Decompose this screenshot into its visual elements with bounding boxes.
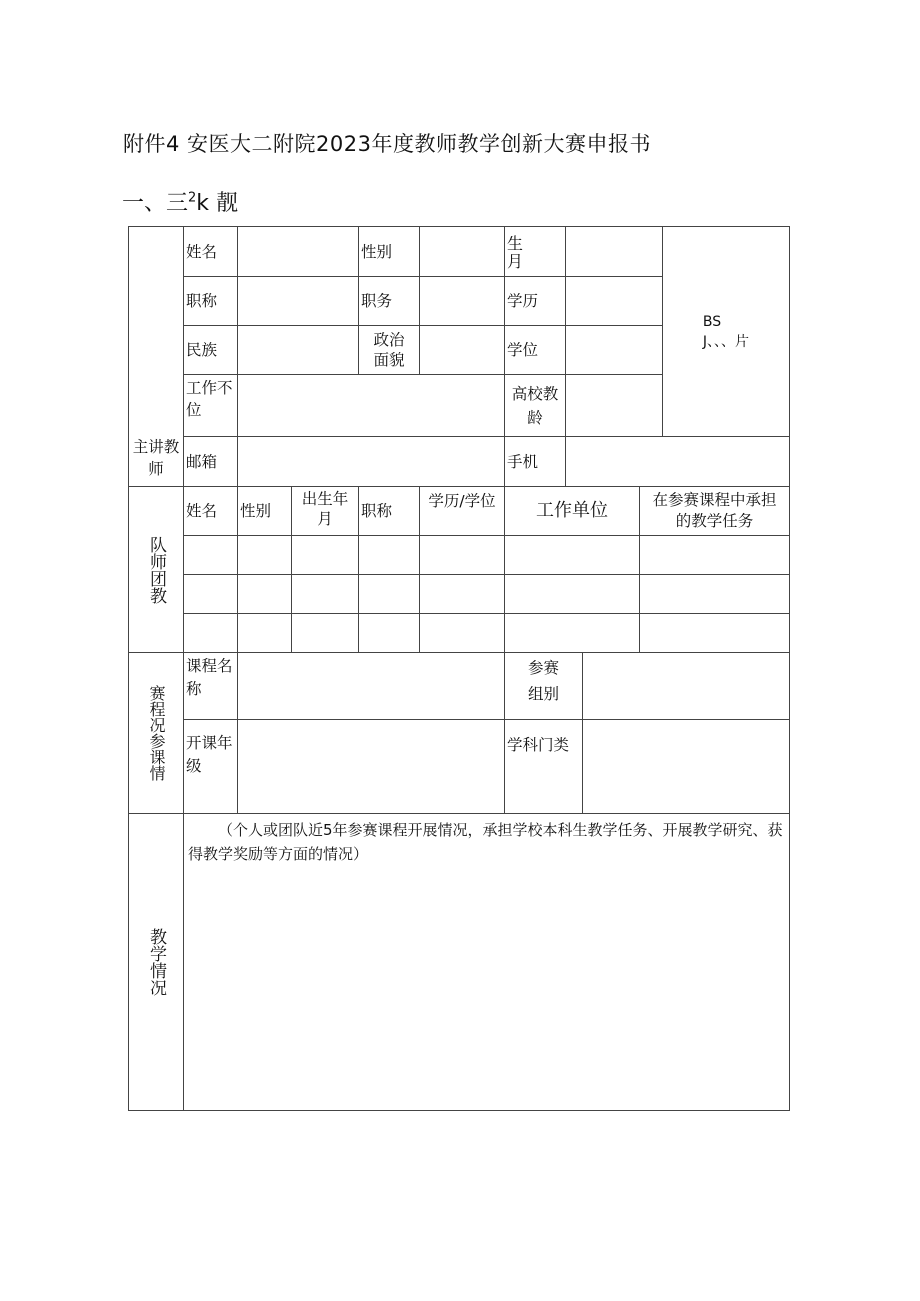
field-gender[interactable]: [419, 226, 504, 276]
label-course-name: 课程名 称: [183, 652, 237, 719]
team-header-birth: 出生年 月: [291, 486, 358, 535]
team-row-3-gender[interactable]: [237, 613, 291, 652]
field-title[interactable]: [237, 276, 358, 325]
main-teacher-label-text: 主讲教师: [132, 438, 180, 478]
team-row-3-birth[interactable]: [291, 613, 358, 652]
main-teacher-group-label: [128, 226, 183, 486]
label-gender: 性别: [358, 226, 419, 276]
label-group-category: 参赛 组别: [504, 652, 582, 719]
field-course-name[interactable]: [237, 652, 504, 719]
team-row-2-gender[interactable]: [237, 574, 291, 613]
teaching-group-label: [128, 813, 183, 1111]
section-heading: [122, 186, 238, 217]
teaching-note: （个人或团队近5年参赛课程开展情况，承担学校本科生教学任务、开展教学研究、获得教学奖励等方面的情况）: [188, 821, 783, 863]
field-degree[interactable]: [565, 325, 662, 374]
label-degree: 学位: [504, 325, 565, 374]
field-name[interactable]: [237, 226, 358, 276]
team-row-1-task[interactable]: [639, 535, 790, 574]
field-birth[interactable]: [565, 226, 662, 276]
team-row-2-title[interactable]: [358, 574, 419, 613]
label-workplace: 工作不 位: [183, 374, 237, 436]
label-email: 邮箱: [183, 436, 237, 486]
team-header-name: 姓名: [183, 486, 237, 535]
team-row-1-gender[interactable]: [237, 535, 291, 574]
field-email[interactable]: [237, 436, 504, 486]
label-education: 学历: [504, 276, 565, 325]
team-row-2-education[interactable]: [419, 574, 504, 613]
section-heading-superscript: 2: [188, 190, 197, 206]
teaching-description-area[interactable]: [183, 813, 790, 1111]
field-position[interactable]: [419, 276, 504, 325]
team-row-2-task[interactable]: [639, 574, 790, 613]
team-header-gender: 性别: [237, 486, 291, 535]
team-row-1-name[interactable]: [183, 535, 237, 574]
label-name: 姓名: [183, 226, 237, 276]
course-label-text: 赛程况参课情: [147, 685, 166, 781]
team-row-1-birth[interactable]: [291, 535, 358, 574]
team-label-text: 队师团教: [146, 535, 166, 604]
team-row-3-education[interactable]: [419, 613, 504, 652]
section-heading-suffix: k 靓: [196, 191, 239, 216]
field-workplace[interactable]: [237, 374, 504, 436]
team-row-1-title[interactable]: [358, 535, 419, 574]
section-heading-prefix: 一、三: [122, 191, 189, 216]
team-row-3-workplace[interactable]: [504, 613, 639, 652]
photo-area[interactable]: [662, 226, 790, 436]
team-header-task: 在参赛课程中承担 的教学任务: [639, 486, 790, 535]
label-position: 职务: [358, 276, 419, 325]
label-title: 职称: [183, 276, 237, 325]
label-phone: 手机: [504, 436, 565, 486]
teaching-label-text: 教学情况: [146, 928, 166, 996]
team-row-2-birth[interactable]: [291, 574, 358, 613]
label-grade: 开课年 级: [183, 719, 237, 813]
team-header-workplace: 工作单位: [504, 486, 639, 535]
label-birth: 生 月: [504, 226, 565, 276]
field-group-category[interactable]: [582, 652, 790, 719]
label-ethnicity: 民族: [183, 325, 237, 374]
team-row-3-task[interactable]: [639, 613, 790, 652]
field-grade[interactable]: [237, 719, 504, 813]
field-political[interactable]: [419, 325, 504, 374]
label-political: 政治 面貌: [358, 325, 419, 374]
document-title: 附件4 安医大二附院2023年度教师教学创新大赛申报书: [123, 132, 651, 156]
team-row-2-workplace[interactable]: [504, 574, 639, 613]
team-row-3-name[interactable]: [183, 613, 237, 652]
label-subject: 学科门类: [504, 719, 582, 813]
course-group-label: [128, 652, 183, 813]
team-group-label: [128, 486, 183, 652]
field-ethnicity[interactable]: [237, 325, 358, 374]
photo-label: BS J、、、片: [702, 313, 750, 350]
team-header-education: 学历/学位: [419, 486, 504, 535]
field-phone[interactable]: [565, 436, 790, 486]
field-subject[interactable]: [582, 719, 790, 813]
field-education[interactable]: [565, 276, 662, 325]
field-teaching-years[interactable]: [565, 374, 662, 436]
team-header-title: 职称: [358, 486, 419, 535]
team-row-1-workplace[interactable]: [504, 535, 639, 574]
team-row-3-title[interactable]: [358, 613, 419, 652]
team-row-1-education[interactable]: [419, 535, 504, 574]
label-teaching-years: 高校教 龄: [504, 374, 565, 436]
team-row-2-name[interactable]: [183, 574, 237, 613]
